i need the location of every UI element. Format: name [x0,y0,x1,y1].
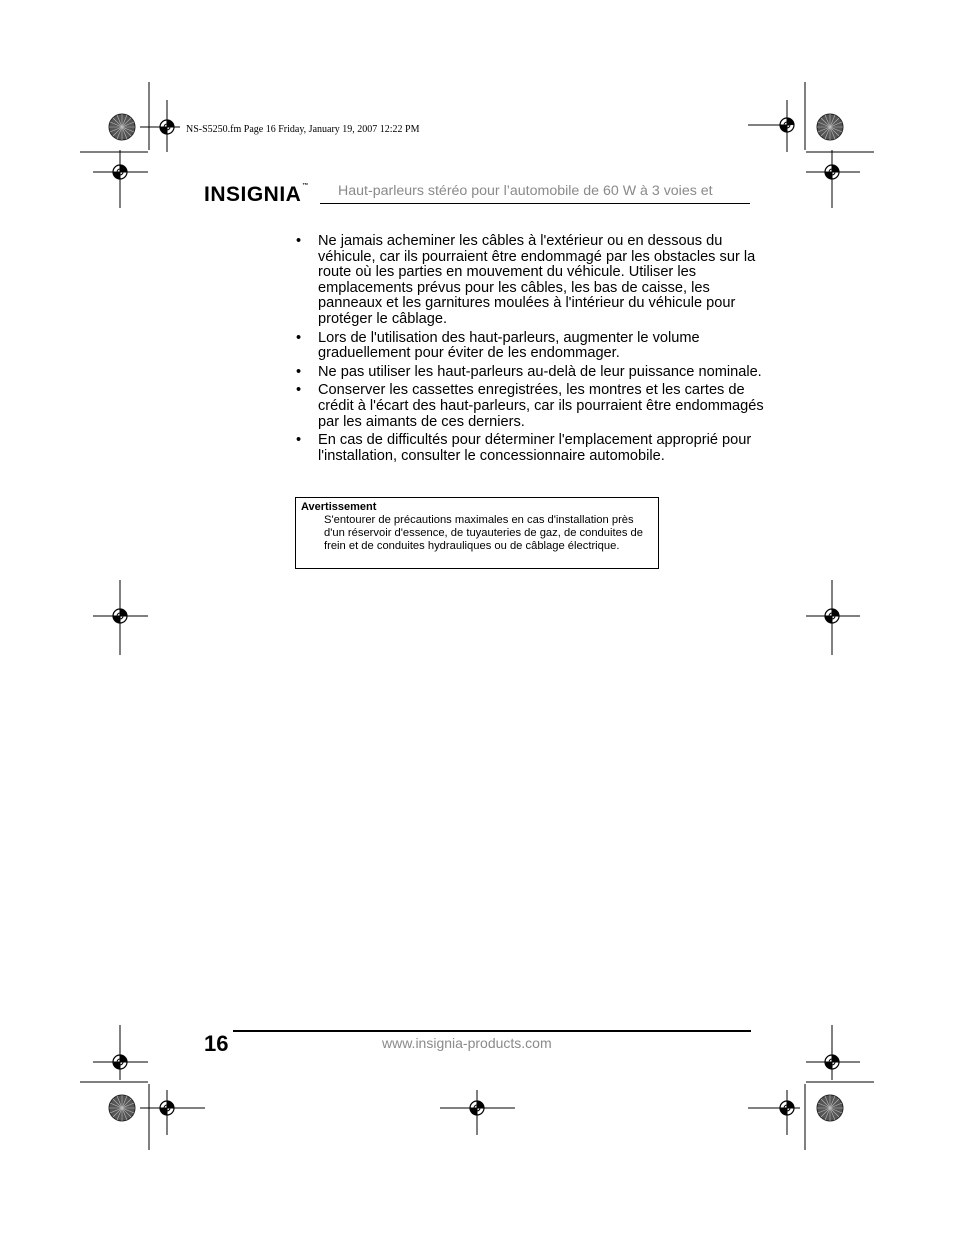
brand-logo [204,183,309,207]
bullet-text: Ne jamais acheminer les câbles à l'extérieur ou en dessous du véhicule, car ils pourraient être endommagé par les obstacles sur la route où les parties en mouvement du véhicule. Utiliser les emplacements prévus pour les câbles, les bas de caisse, les panneaux et les garnitures moulées à l'intérieur du véhicule pour protéger le câblage. [318,233,756,327]
bullet-dot: • [296,363,302,380]
bullet-dot: • [296,382,302,399]
file-slug: NS-S5250.fm Page 16 Friday, January 19, 2007 12:22 PM [186,124,420,135]
bullet-text: Conserver les cassettes enregistrées, les montres et les cartes de crédit à l'écart des haut-parleurs, car ils pourraient être endommagés par les aimants de ces derniers. [318,382,764,430]
bullet-list [296,234,766,467]
registration-mark-icon [825,1055,839,1069]
warning-box [295,497,659,569]
registration-mark-icon [825,609,839,623]
bullet-dot: • [296,329,302,346]
registration-mark-icon [825,165,839,179]
color-target-icon [817,114,843,140]
header-title: Haut-parleurs stéréo pour l’automobile de 60 W à 3 voies et [338,183,713,199]
color-target-icon [109,1095,135,1121]
footer-rule [233,1030,751,1032]
bullet-dot: • [296,432,302,449]
list-item [296,433,766,464]
bullet-text: En cas de difficultés pour déterminer l'emplacement approprié pour l'installation, consulter le concessionnaire automobile. [318,432,752,464]
registration-mark-icon [160,120,174,134]
color-target-icon [817,1095,843,1121]
bullet-text: Ne pas utiliser les haut-parleurs au-delà de leur puissance nominale. [318,363,762,380]
list-item [296,365,766,381]
list-item [296,331,766,362]
registration-mark-icon [160,1101,174,1115]
registration-mark-icon [780,1101,794,1115]
registration-mark-icon [113,165,127,179]
registration-mark-icon [780,118,794,132]
bullet-dot: • [296,233,302,249]
color-target-icon [109,114,135,140]
registration-mark-icon [470,1101,484,1115]
bullet-text: Lors de l'utilisation des haut-parleurs, augmenter le volume graduellement pour éviter de les endommager. [318,329,700,362]
registration-mark-icon [113,609,127,623]
registration-mark-icon [113,1055,127,1069]
page-number: 16 [204,1031,229,1056]
footer-url: www.insignia-products.com [382,1035,552,1051]
brand-trademark: ™ [302,183,309,189]
header-rule [320,203,750,204]
warning-title: Avertissement [301,501,377,513]
warning-body: S'entourer de précautions maximales en cas d'installation près d'un réservoir d'essence, de tuyauteries de gaz, de conduites de frein et de conduites hydrauliques ou de câblage électrique. [324,514,643,552]
list-item [296,234,766,328]
list-item [296,383,766,430]
brand-name: INSIGNIA [204,183,302,206]
